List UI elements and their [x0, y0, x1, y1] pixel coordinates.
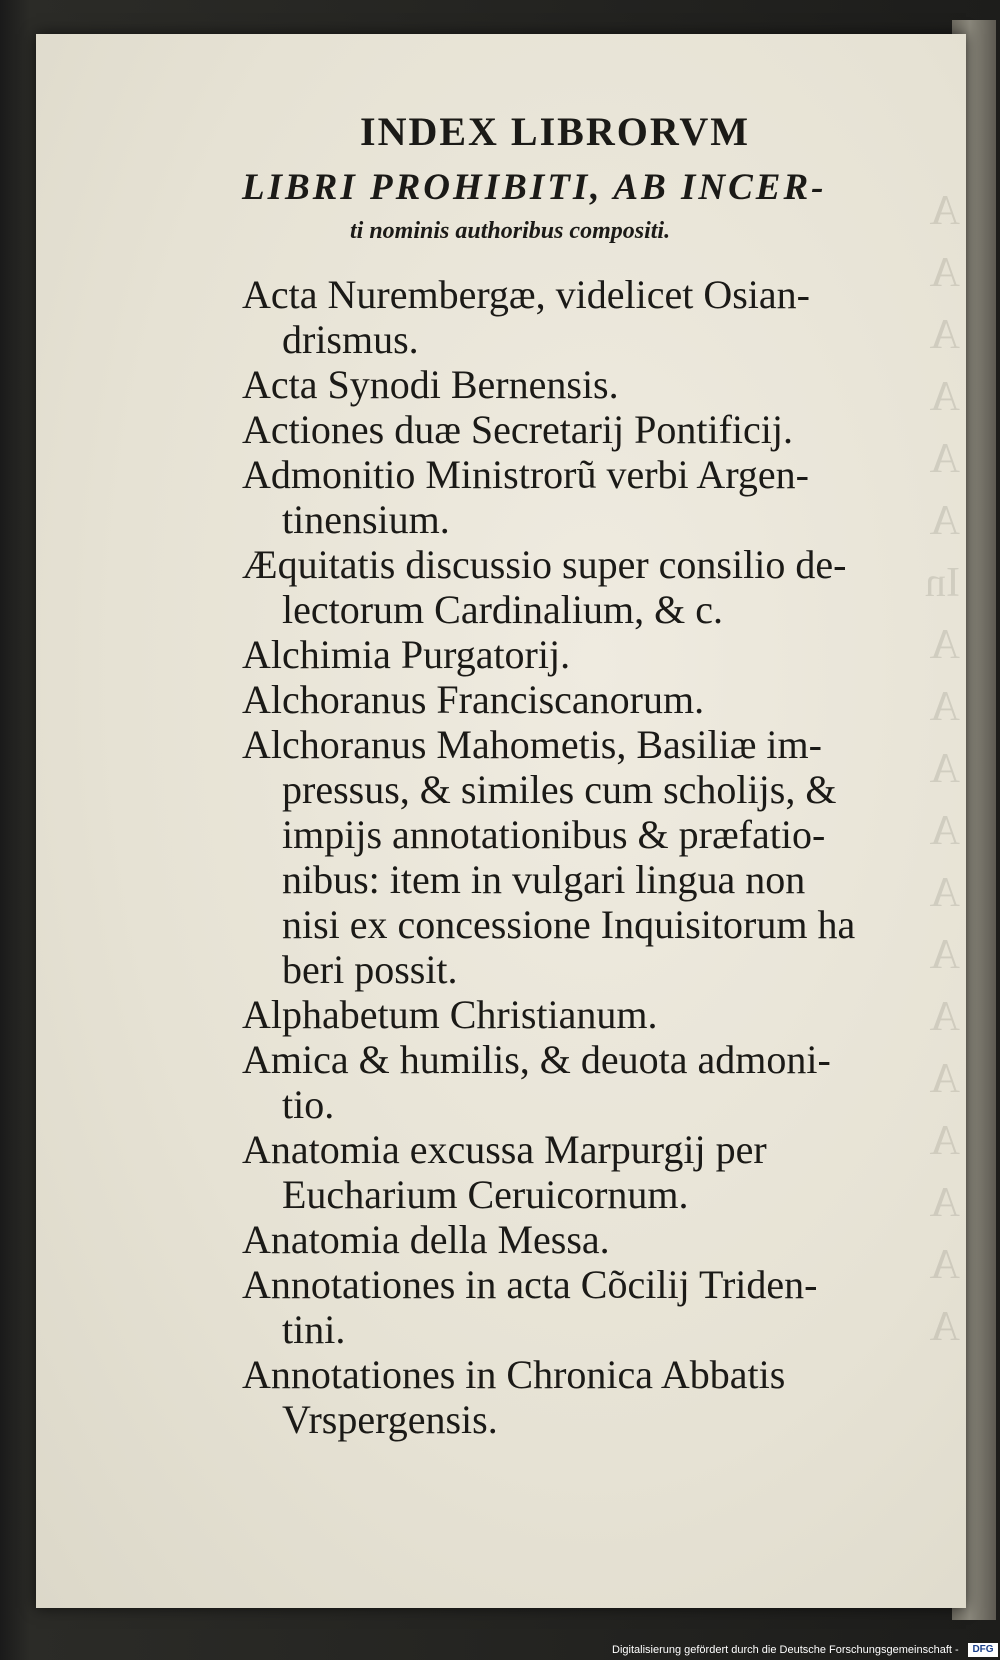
entry-title-line: Acta Synodi Bernensis.: [242, 362, 619, 407]
index-entries: [242, 272, 942, 1442]
index-entry: [242, 407, 942, 452]
entry-continuation-line: Vrspergensis.: [282, 1397, 498, 1442]
index-entry: [242, 677, 942, 722]
index-entry: [242, 632, 942, 677]
section-heading: LIBRI PROHIBITI, AB INCER-: [242, 167, 827, 208]
entry-continuation-line: impijs annotationibus & præfatio-: [282, 812, 826, 857]
entry-title-line: Annotationes in acta Cõcilij Triden-: [242, 1262, 818, 1307]
entry-title-line: Alchimia Purgatorij.: [242, 632, 571, 677]
entry-continuation-line: tio.: [282, 1082, 335, 1127]
show-through-text: A A A A A A In A A A A A A A A A A A A: [925, 188, 960, 1350]
index-entry: [242, 1037, 942, 1127]
entry-continuation-line: drismus.: [282, 317, 419, 362]
entry-continuation-line: nibus: item in vulgari lingua non: [282, 857, 806, 902]
entry-continuation-line: beri possit.: [282, 947, 458, 992]
entry-title-line: Amica & humilis, & deuota admoni-: [242, 1037, 831, 1082]
index-entry: [242, 452, 942, 542]
index-entry: [242, 272, 942, 362]
index-entry: [242, 1217, 942, 1262]
index-entry: [242, 1262, 942, 1352]
entry-continuation-line: tinensium.: [282, 497, 450, 542]
dfg-logo: DFG: [968, 1643, 998, 1657]
section-subheading: ti nominis authoribus compositi.: [350, 218, 671, 244]
entry-title-line: Anatomia excussa Marpurgij per: [242, 1127, 767, 1172]
entry-continuation-line: pressus, & similes cum scholijs, &: [282, 767, 837, 812]
running-head: INDEX LIBRORVM: [360, 109, 750, 154]
entry-title-line: Actiones duæ Secretarij Pontificij.: [242, 407, 793, 452]
index-entry: [242, 1352, 942, 1442]
entry-continuation-line: tini.: [282, 1307, 346, 1352]
index-entry: [242, 992, 942, 1037]
entry-title-line: Acta Nurembergæ, videlicet Osian-: [242, 272, 810, 317]
entry-title-line: Alchoranus Franciscanorum.: [242, 677, 705, 722]
entry-title-line: Annotationes in Chronica Abbatis: [242, 1352, 786, 1397]
entry-title-line: Æquitatis discussio super consilio de-: [242, 542, 847, 587]
entry-title-line: Alchoranus Mahometis, Basiliæ im-: [242, 722, 822, 767]
entry-title-line: Admonitio Ministrorũ verbi Argen-: [242, 452, 809, 497]
index-entry: [242, 362, 942, 407]
digitization-credit: Digitalisierung gefördert durch die Deutsche Forschungsgemeinschaft -: [612, 1644, 959, 1656]
entry-title-line: Alphabetum Christianum.: [242, 992, 658, 1037]
index-entry: [242, 1127, 942, 1217]
index-entry: [242, 542, 942, 632]
entry-title-line: Anatomia della Messa.: [242, 1217, 610, 1262]
entry-continuation-line: lectorum Cardinalium, & c.: [282, 587, 723, 632]
index-entry: [242, 722, 942, 992]
entry-continuation-line: nisi ex concessione Inquisitorum ha: [282, 902, 856, 947]
entry-continuation-line: Eucharium Ceruicornum.: [282, 1172, 689, 1217]
